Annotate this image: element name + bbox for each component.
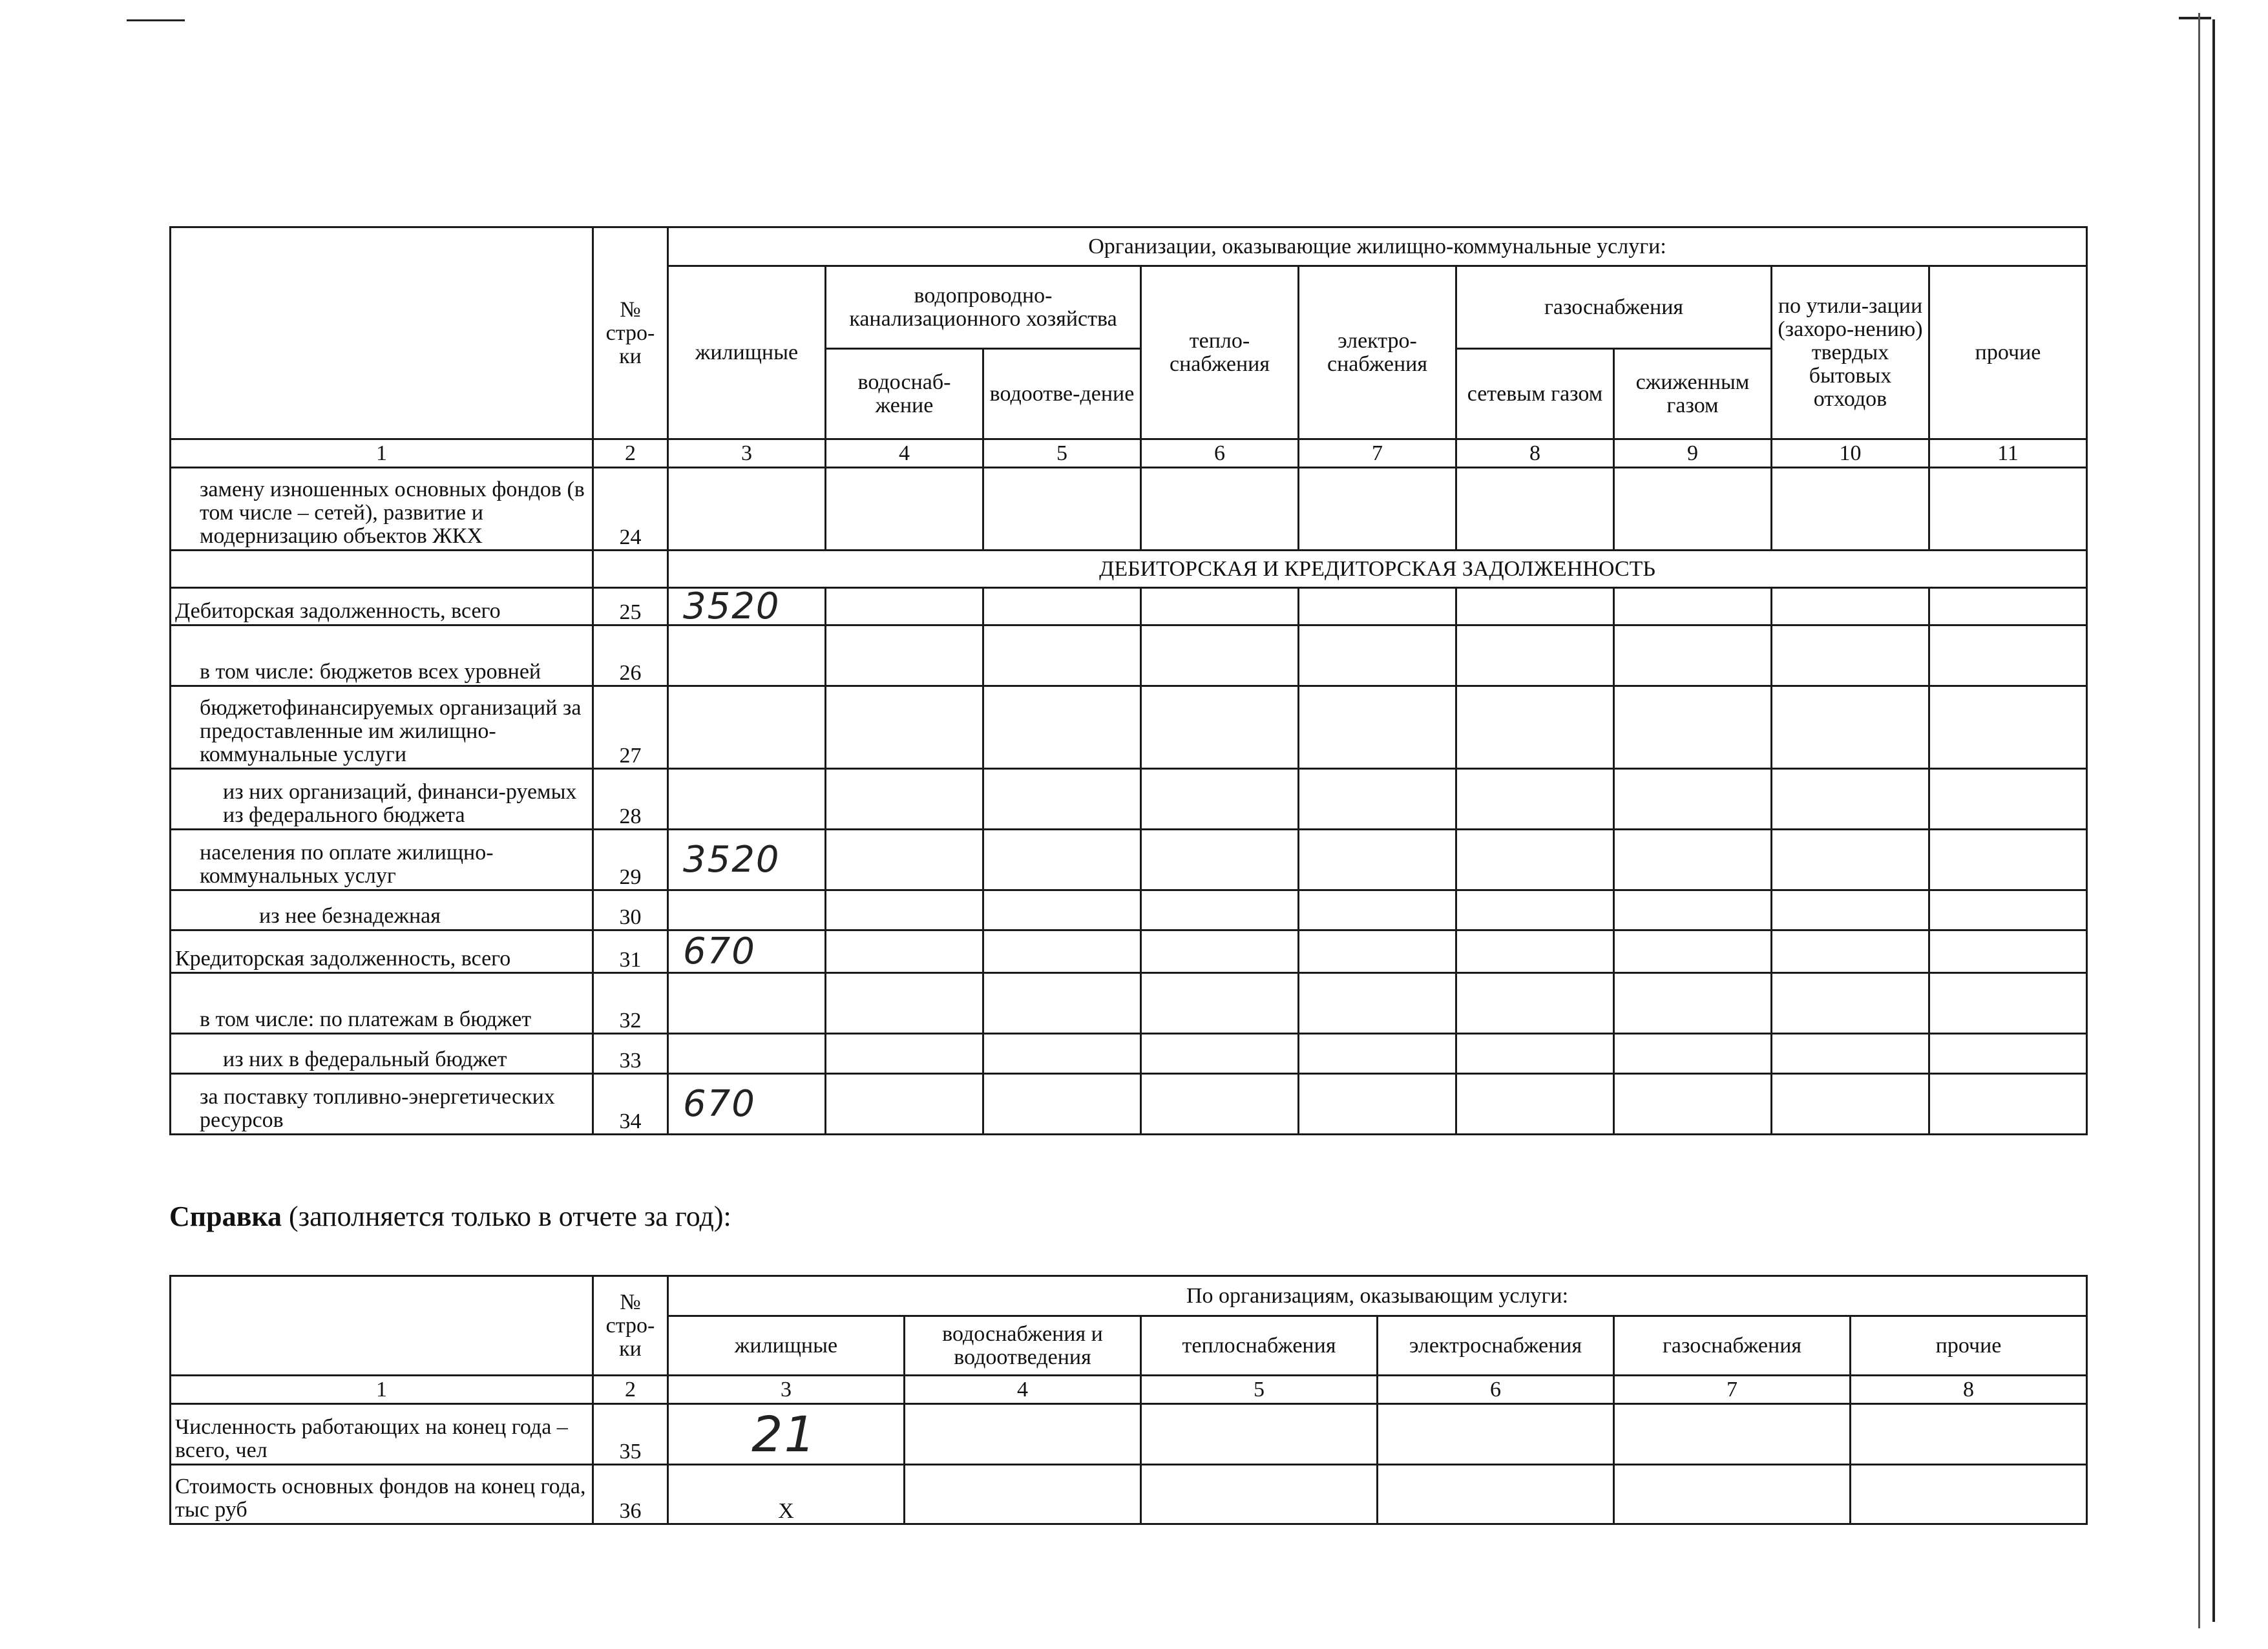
data-cell[interactable] [1299, 890, 1456, 930]
row-number: 28 [593, 769, 668, 830]
data-cell[interactable] [1299, 625, 1456, 686]
col-header-gas-network: сетевым газом [1456, 349, 1614, 439]
col-number: 2 [593, 439, 668, 468]
col-number: 10 [1772, 439, 1929, 468]
data-cell[interactable] [1929, 1074, 2087, 1135]
data-cell[interactable] [826, 973, 983, 1034]
table-row [171, 588, 2087, 625]
data-cell[interactable] [1456, 890, 1614, 930]
page-edge-shadow [2198, 13, 2200, 1628]
table-row [171, 1465, 2087, 1524]
col-number: 3 [668, 1376, 905, 1404]
data-cell[interactable] [1141, 1404, 1378, 1465]
row-number: 32 [593, 973, 668, 1034]
row-label: бюджетофинансируемых организаций за предоставленные им жилищно-коммунальные услуги [171, 686, 593, 769]
data-cell[interactable] [1772, 769, 1929, 830]
col-header-other: прочие [1929, 266, 2087, 439]
table-row [171, 1074, 2087, 1135]
data-cell[interactable] [983, 930, 1141, 973]
data-cell[interactable] [1614, 769, 1772, 830]
row-label: в том числе: по платежам в бюджет [171, 973, 593, 1034]
row-label: замену изношенных основных фондов (в том числе – сетей), развитие и модернизацию объектов ЖКХ [171, 468, 593, 551]
table-row [171, 930, 2087, 973]
col-number: 4 [905, 1376, 1141, 1404]
row-label: в том числе: бюджетов всех уровней [171, 625, 593, 686]
data-cell[interactable] [1614, 1404, 1851, 1465]
col-header-water: водоснабжения и водоотведения [905, 1316, 1141, 1376]
data-cell[interactable] [1456, 769, 1614, 830]
data-cell[interactable] [1614, 1034, 1772, 1074]
table-row [171, 1034, 2087, 1074]
data-cell[interactable] [1141, 1034, 1299, 1074]
col-number: 11 [1929, 439, 2087, 468]
data-cell[interactable] [1929, 1034, 2087, 1074]
data-cell[interactable] [1141, 1074, 1299, 1135]
header-group-organizations: Организации, оказывающие жилищно-коммунальные услуги: [668, 227, 2087, 266]
row-label: Стоимость основных фондов на конец года, тыс руб [171, 1465, 593, 1524]
spravka-table [169, 1275, 2088, 1525]
data-cell[interactable] [1456, 468, 1614, 551]
page-edge-line [2212, 19, 2215, 1622]
data-cell[interactable] [1614, 930, 1772, 973]
data-cell[interactable] [1772, 1034, 1929, 1074]
row-number: 35 [593, 1404, 668, 1465]
not-applicable-mark: Х [668, 1465, 905, 1524]
handwritten-value[interactable]: 3520 [668, 588, 826, 625]
row-number: 36 [593, 1465, 668, 1524]
data-cell[interactable] [1772, 686, 1929, 769]
data-cell[interactable] [1772, 830, 1929, 890]
col-header-waste: по утили-зации (захоро-нению) твердых бытовых отходов [1772, 266, 1929, 439]
col-number: 6 [1141, 439, 1299, 468]
col-header-heat: теплоснабжения [1141, 1316, 1378, 1376]
data-cell[interactable] [826, 890, 983, 930]
data-cell[interactable] [1614, 1465, 1851, 1524]
table-row [171, 830, 2087, 890]
col-header-gas: газоснабжения [1614, 1316, 1851, 1376]
row-number: 24 [593, 468, 668, 551]
data-cell[interactable] [983, 890, 1141, 930]
data-cell[interactable] [1772, 890, 1929, 930]
data-cell[interactable] [983, 588, 1141, 625]
data-cell[interactable] [1456, 930, 1614, 973]
data-cell[interactable] [1299, 686, 1456, 769]
data-cell[interactable] [983, 769, 1141, 830]
col-header-water-supply: водоснаб-жение [826, 349, 983, 439]
row-number: 31 [593, 930, 668, 973]
table-row [171, 686, 2087, 769]
data-cell[interactable] [1851, 1404, 2087, 1465]
col-number: 1 [171, 1376, 593, 1404]
data-cell[interactable] [1456, 625, 1614, 686]
row-label: Кредиторская задолженность, всего [171, 930, 593, 973]
top-rule [127, 19, 185, 21]
data-cell[interactable] [668, 686, 826, 769]
data-cell[interactable] [1299, 1074, 1456, 1135]
data-cell[interactable] [1378, 1404, 1614, 1465]
data-cell[interactable] [983, 686, 1141, 769]
data-cell[interactable] [983, 1034, 1141, 1074]
header-blank-cell [171, 1276, 593, 1376]
col-number: 2 [593, 1376, 668, 1404]
spravka-title-bold: Справка [169, 1201, 282, 1232]
section-blank-cell [171, 551, 593, 588]
col-header-electric: электроснабжения [1378, 1316, 1614, 1376]
data-cell[interactable] [1456, 1074, 1614, 1135]
table-row [171, 973, 2087, 1034]
col-number: 7 [1299, 439, 1456, 468]
data-cell[interactable] [1141, 890, 1299, 930]
data-cell[interactable] [826, 769, 983, 830]
data-cell[interactable] [1772, 588, 1929, 625]
row-number: 34 [593, 1074, 668, 1135]
data-cell[interactable] [1614, 1074, 1772, 1135]
table-row [171, 769, 2087, 830]
section-blank-cell [593, 551, 668, 588]
section-title-debt: ДЕБИТОРСКАЯ И КРЕДИТОРСКАЯ ЗАДОЛЖЕННОСТЬ [668, 551, 2087, 588]
col-header-housing: жилищные [668, 266, 826, 439]
data-cell[interactable] [1299, 1034, 1456, 1074]
data-cell[interactable] [1141, 686, 1299, 769]
data-cell[interactable] [1141, 468, 1299, 551]
row-label: Дебиторская задолженность, всего [171, 588, 593, 625]
row-number: 26 [593, 625, 668, 686]
data-cell[interactable] [1141, 625, 1299, 686]
col-number: 1 [171, 439, 593, 468]
data-cell[interactable] [826, 930, 983, 973]
data-cell[interactable] [1614, 890, 1772, 930]
row-label: из них организаций, финанси-руемых из федерального бюджета [171, 769, 593, 830]
row-number: 27 [593, 686, 668, 769]
row-number: 33 [593, 1034, 668, 1074]
header-blank-cell [171, 227, 593, 439]
row-number-header: № стро-ки [593, 1276, 668, 1376]
data-cell[interactable] [826, 686, 983, 769]
data-cell[interactable] [983, 973, 1141, 1034]
col-number: 3 [668, 439, 826, 468]
row-label: Численность работающих на конец года – всего, чел [171, 1404, 593, 1465]
row-label: из нее безнадежная [171, 890, 593, 930]
table-row [171, 625, 2087, 686]
data-cell[interactable] [1929, 890, 2087, 930]
data-cell[interactable] [668, 890, 826, 930]
col-header-housing: жилищные [668, 1316, 905, 1376]
data-cell[interactable] [668, 468, 826, 551]
handwritten-value[interactable]: 670 [668, 930, 826, 973]
data-cell[interactable] [1141, 1465, 1378, 1524]
col-number: 8 [1851, 1376, 2087, 1404]
col-number: 7 [1614, 1376, 1851, 1404]
header-group-services: По организациям, оказывающим услуги: [668, 1276, 2087, 1316]
col-number: 9 [1614, 439, 1772, 468]
spravka-title-rest: (заполняется только в отчете за год): [282, 1201, 731, 1232]
data-cell[interactable] [905, 1465, 1141, 1524]
data-cell[interactable] [1299, 769, 1456, 830]
data-cell[interactable] [983, 830, 1141, 890]
col-header-electric: электро-снабжения [1299, 266, 1456, 439]
data-cell[interactable] [826, 588, 983, 625]
col-header-other: прочие [1851, 1316, 2087, 1376]
data-cell[interactable] [1929, 830, 2087, 890]
row-number: 30 [593, 890, 668, 930]
section-row [171, 551, 2087, 588]
data-cell[interactable] [668, 973, 826, 1034]
col-number: 4 [826, 439, 983, 468]
data-cell[interactable] [983, 468, 1141, 551]
col-header-water-group: водопроводно-канализационного хозяйства [826, 266, 1141, 349]
data-cell[interactable] [668, 1034, 826, 1074]
page-edge-cap [2179, 17, 2211, 19]
data-cell[interactable] [1378, 1465, 1614, 1524]
data-cell[interactable] [1456, 1034, 1614, 1074]
data-cell[interactable] [826, 1034, 983, 1074]
col-header-gas-liquid: сжиженным газом [1614, 349, 1772, 439]
row-label: из них в федеральный бюджет [171, 1034, 593, 1074]
data-cell[interactable] [1299, 930, 1456, 973]
data-cell[interactable] [983, 1074, 1141, 1135]
col-number: 5 [1141, 1376, 1378, 1404]
row-label: за поставку топливно-энергетических ресурсов [171, 1074, 593, 1135]
table-row [171, 468, 2087, 551]
data-cell[interactable] [1614, 588, 1772, 625]
data-cell[interactable] [1851, 1465, 2087, 1524]
handwritten-value[interactable]: 670 [668, 1074, 826, 1135]
row-number: 25 [593, 588, 668, 625]
data-cell[interactable] [1456, 973, 1614, 1034]
row-number: 29 [593, 830, 668, 890]
data-cell[interactable] [1141, 769, 1299, 830]
utilities-debt-table [169, 226, 2088, 1135]
data-cell[interactable] [1141, 930, 1299, 973]
data-cell[interactable] [826, 830, 983, 890]
data-cell[interactable] [1614, 973, 1772, 1034]
data-cell[interactable] [1929, 468, 2087, 551]
data-cell[interactable] [1772, 625, 1929, 686]
data-cell[interactable] [668, 769, 826, 830]
row-label: населения по оплате жилищно-коммунальных услуг [171, 830, 593, 890]
row-number-header: № стро-ки [593, 227, 668, 439]
handwritten-value[interactable]: 3520 [668, 830, 826, 890]
data-cell[interactable] [1929, 625, 2087, 686]
data-cell[interactable] [1929, 769, 2087, 830]
data-cell[interactable] [1614, 625, 1772, 686]
handwritten-value[interactable]: 21 [668, 1404, 905, 1465]
data-cell[interactable] [1299, 468, 1456, 551]
data-cell[interactable] [1141, 973, 1299, 1034]
data-cell[interactable] [1929, 930, 2087, 973]
data-cell[interactable] [1299, 588, 1456, 625]
data-cell[interactable] [905, 1404, 1141, 1465]
data-cell[interactable] [1772, 930, 1929, 973]
col-header-water-disposal: водоотве-дение [983, 349, 1141, 439]
data-cell[interactable] [1614, 468, 1772, 551]
col-number: 6 [1378, 1376, 1614, 1404]
data-cell[interactable] [668, 625, 826, 686]
data-cell[interactable] [1929, 686, 2087, 769]
col-header-heat: тепло-снабжения [1141, 266, 1299, 439]
data-cell[interactable] [1456, 830, 1614, 890]
data-cell[interactable] [1929, 973, 2087, 1034]
data-cell[interactable] [826, 1074, 983, 1135]
table-row [171, 1404, 2087, 1465]
table-row [171, 890, 2087, 930]
data-cell[interactable] [1456, 686, 1614, 769]
col-number: 8 [1456, 439, 1614, 468]
data-cell[interactable] [1614, 686, 1772, 769]
spravka-heading [169, 1200, 731, 1233]
data-cell[interactable] [1299, 973, 1456, 1034]
data-cell[interactable] [983, 625, 1141, 686]
data-cell[interactable] [826, 625, 983, 686]
data-cell[interactable] [1772, 1074, 1929, 1135]
data-cell[interactable] [1456, 588, 1614, 625]
data-cell[interactable] [1772, 468, 1929, 551]
data-cell[interactable] [1141, 830, 1299, 890]
data-cell[interactable] [1299, 830, 1456, 890]
data-cell[interactable] [1141, 588, 1299, 625]
col-number: 5 [983, 439, 1141, 468]
data-cell[interactable] [1772, 973, 1929, 1034]
data-cell[interactable] [1929, 588, 2087, 625]
col-header-gas-group: газоснабжения [1456, 266, 1772, 349]
data-cell[interactable] [1614, 830, 1772, 890]
data-cell[interactable] [826, 468, 983, 551]
